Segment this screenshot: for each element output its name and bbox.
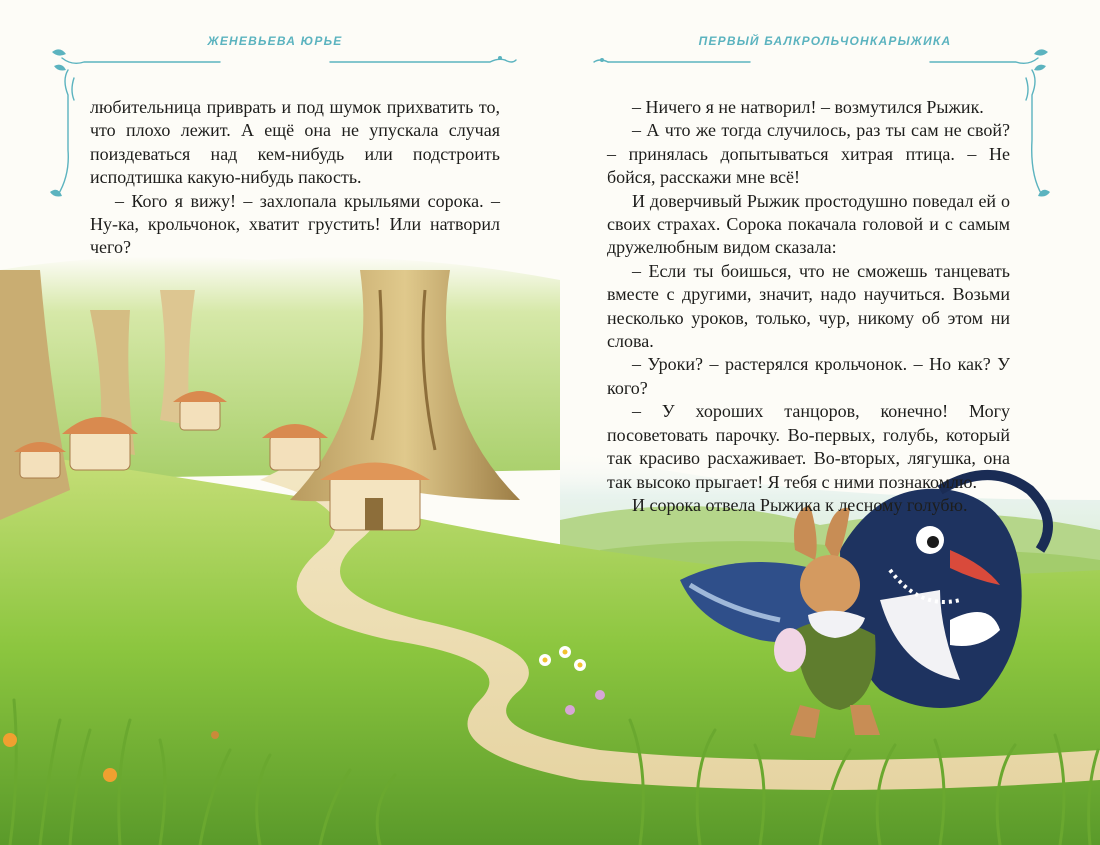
paragraph: – Уроки? – растерялся крольчонок. – Но как? У кого? xyxy=(607,354,1010,398)
paragraph: любительница приврать и под шумок прихватить то, что плохо лежит. А ещё она не упускала случая поиздеваться над кем-нибудь или подстроить исподтишка какую-нибудь пакость. xyxy=(90,97,500,188)
paragraph: – Кого я вижу! – захлопала крыльями сорока. – Ну-ка, крольчонок, хватит грустить! Или натворил чего? xyxy=(90,190,500,258)
paragraph: – А что же тогда случилось, раз ты сам не свой? – принялась допытываться хитрая птица. – Не бойся, расскажи мне всё! xyxy=(607,120,1010,188)
left-page-text xyxy=(90,96,500,260)
paragraph: И сорока отвела Рыжика к лесному голубю. xyxy=(632,494,968,515)
right-page-text xyxy=(607,96,1010,517)
left-running-header: ЖЕНЕВЬЕВА ЮРЬЕ xyxy=(207,34,343,48)
paragraph: – Ничего я не натворил! – возмутился Рыжик. xyxy=(632,97,984,117)
paragraph: – У хороших танцоров, конечно! Могу посоветовать парочку. Во-первых, голубь, который так красиво расхаживает. Во-вторых, лягушка, она так высоко прыгает! Я тебя с ними познакомлю. xyxy=(607,401,1010,492)
paragraph: – Если ты боишься, что не сможешь танцевать вместе с другими, значит, надо научиться. Возьми несколько уроков, только, чур, никому об этом ни слова. xyxy=(607,260,1010,352)
right-running-header: ПЕРВЫЙ БАЛКРОЛЬЧОНКАРЫЖИКА xyxy=(698,34,952,48)
paragraph: И доверчивый Рыжик простодушно поведал ей о своих страхах. Сорока покачала головой и с самым дружелюбным видом сказала: xyxy=(607,190,1010,258)
right-page xyxy=(550,0,1100,845)
